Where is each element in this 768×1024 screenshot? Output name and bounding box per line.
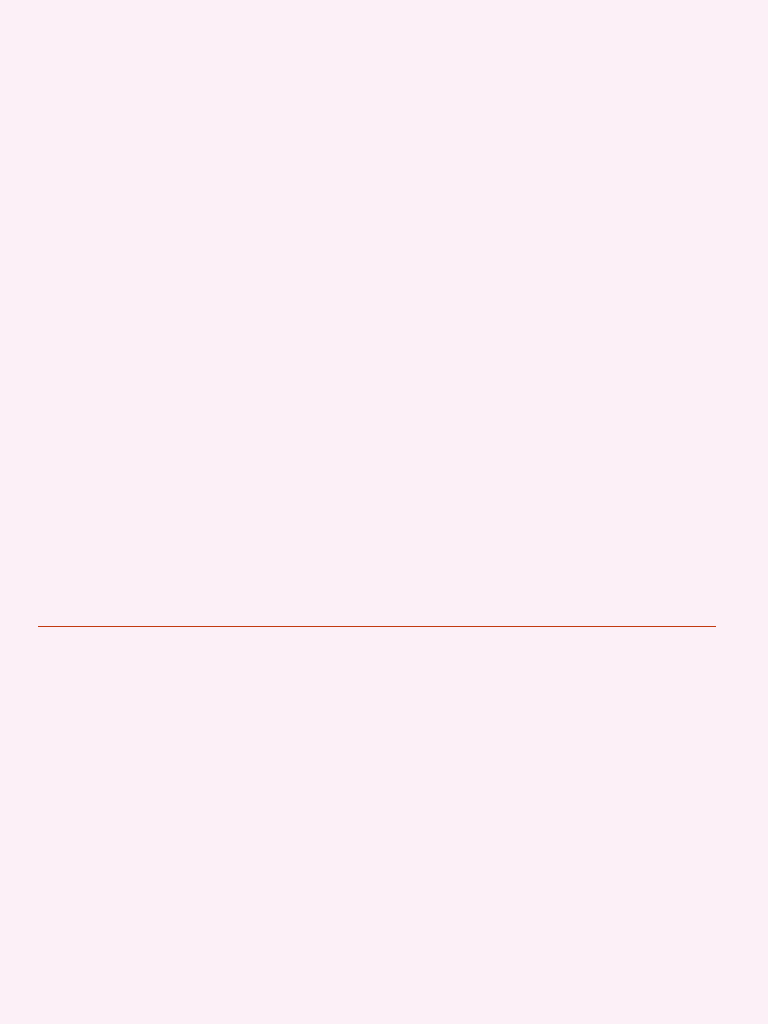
process-flow-diagram [0, 575, 768, 775]
outline-slide [0, 575, 768, 1024]
decorative-color-bar [19, 242, 743, 259]
